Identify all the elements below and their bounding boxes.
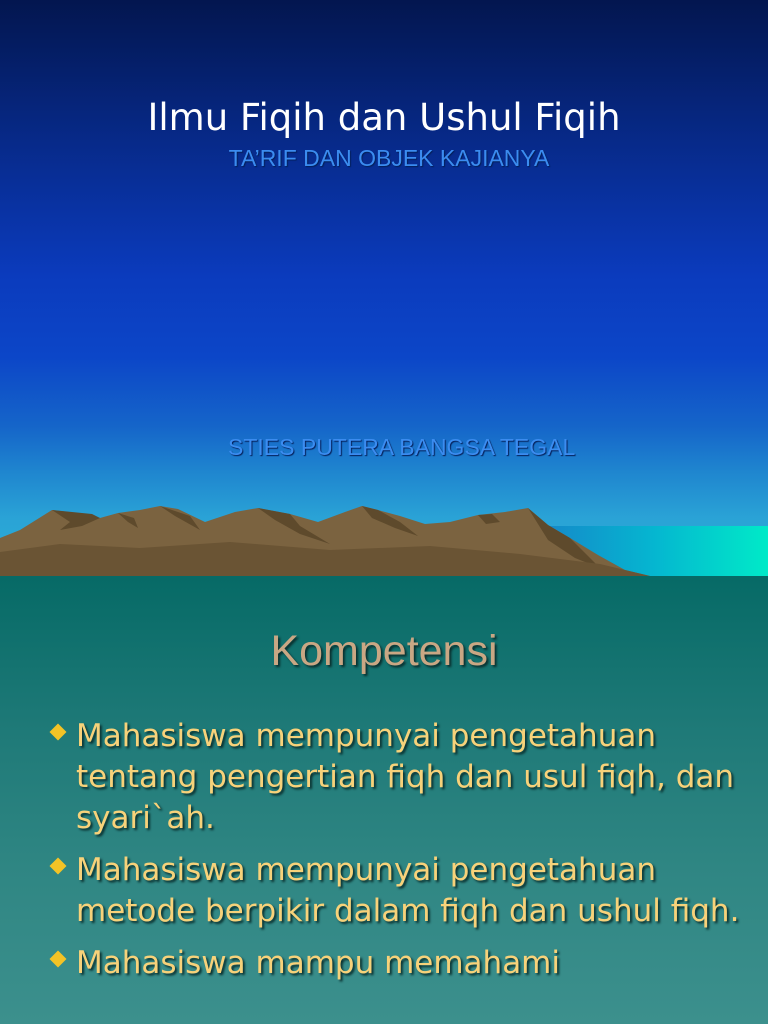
bullet-text: Mahasiswa mempunyai pengetahuan metode berpikir dalam fiqh dan ushul fiqh. [76,852,740,929]
bullet-list [48,716,748,995]
bullet-text: Mahasiswa mampu memahami [76,945,560,981]
slide-subtitle: TA’RIF DAN OBJEK KAJIANYA [228,145,550,171]
organization-name: STIES PUTERA BANGSA TEGAL [228,434,576,460]
slide-heading: Kompetensi [270,627,498,675]
diamond-icon [50,724,67,741]
diamond-icon [50,951,67,968]
bullet-item-2 [48,850,748,932]
slide-title: Ilmu Fiqih dan Ushul Fiqih [147,96,621,139]
diamond-icon [50,858,67,875]
competency-slide [0,576,768,1024]
mountain-landscape-image [0,500,768,576]
bullet-item-3 [48,943,748,984]
bullet-text: Mahasiswa mempunyai pengetahuan tentang pengertian fiqh dan usul fiqh, dan syari`ah. [76,718,735,836]
bullet-item-1 [48,716,748,839]
